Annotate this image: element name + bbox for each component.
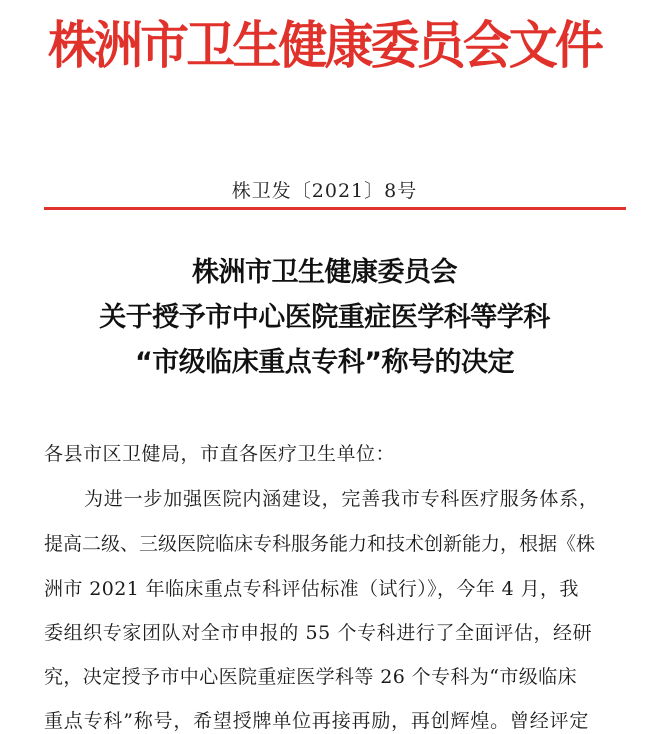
- body-line-1: 为进一步加强医院内涵建设，完善我市专科医疗服务体系，: [84, 488, 599, 510]
- red-divider-rule: [44, 207, 626, 210]
- document-number: 株卫发〔2021〕8号: [231, 180, 418, 202]
- document-title-line-2: 关于授予市中心医院重症医学科等学科: [99, 302, 550, 333]
- body-line-2: 提高二级、三级医院临床专科服务能力和技术创新能力，根据《株: [44, 533, 596, 555]
- document-title-line-3: “市级临床重点专科”称号的决定: [135, 347, 514, 378]
- body-line-6: 重点专科”称号，希望授牌单位再接再励，再创辉煌。曾经评定: [44, 710, 590, 732]
- document-title-line-1: 株洲市卫生健康委员会: [192, 257, 457, 288]
- body-line-3: 洲市 2021 年临床重点专科评估标准（试行）》，今年 4 月，我: [44, 578, 579, 600]
- body-line-5: 究，决定授予市中心医院重症医学科等 26 个专科为“市级临床: [44, 666, 577, 688]
- body-line-4: 委组织专家团队对全市申报的 55 个专科进行了全面评估，经研: [44, 622, 593, 644]
- masthead-title: 株洲市卫生健康委员会文件: [48, 17, 601, 76]
- salutation: 各县市区卫健局，市直各医疗卫生单位：: [44, 443, 396, 465]
